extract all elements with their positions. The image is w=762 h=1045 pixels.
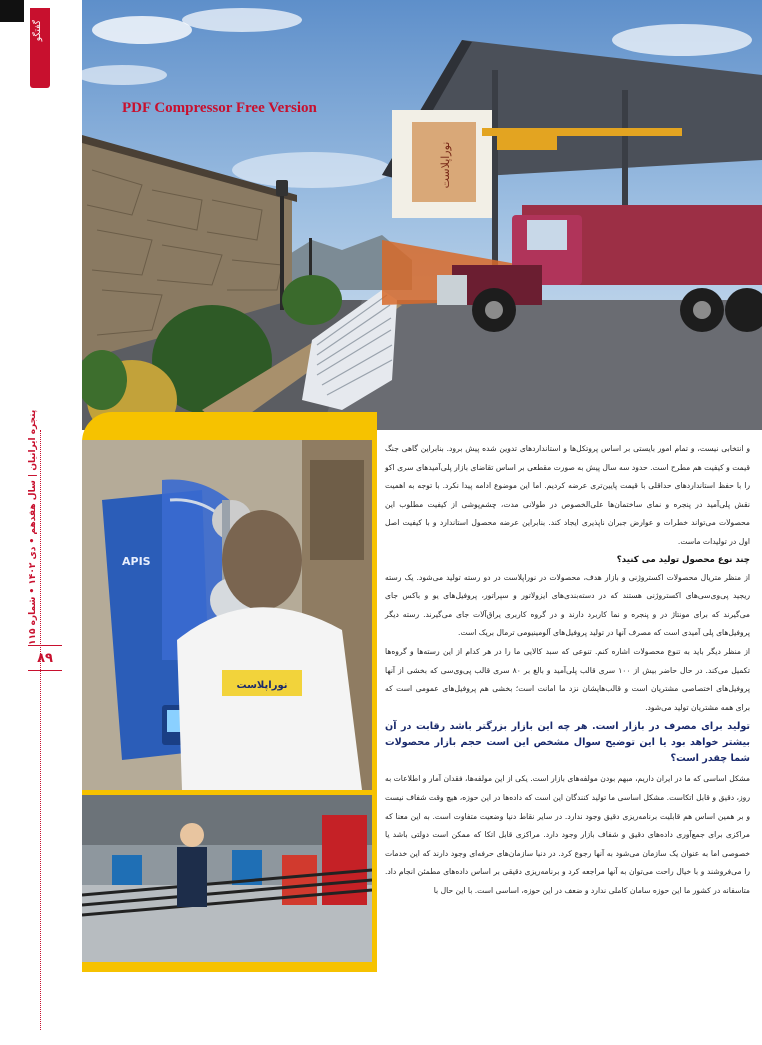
article-paragraph: از منظر متریال محصولات اکستروژنی و بازار هدف، محصولات در نوراپلاست در دو رسته تولید می‌شود. یک رسته ریجید پی‌وی‌سی‌های اکستروژنی هستند که در دسته‌بندی‌های ایزولاتور و سپراتور، پروفیل‌های یو و باکس جای می‌گیرند که برای مونتاژ در و پنجره و نما کاربرد دارند و در گروه کاربری یراق‌آلات جای می‌گیرند. رسته دیگر پروفیل‌های پلی آمیدی است که مصرف آنها در تولید پروفیل‌های آلومینیومی ترمال بریک است.: [385, 572, 750, 638]
article-paragraph: از منظر دیگر باید به تنوع محصولات اشاره کنم. تنوعی که سبد کالایی ما را در هر کدام از این رسته‌ها و گروه‌ها تکمیل می‌کند. در حال حاضر بیش از ۱۰۰ سری قالب پلی‌آمید و بالغ بر ۸۰ سری قالب پی‌وی‌سی که بخشی از آنها پروفیل‌های اختصاصی مشتریان است و قالب‌هایشان نزد ما امانت است؛ بخشی هم پروفیل‌های عمومی است که برای همه مشتریان تولید می‌شود.: [385, 646, 750, 712]
question-heading: چند نوع محصول تولید می کنید؟: [616, 554, 750, 565]
photo-impact-tester: [82, 440, 372, 790]
factory-illustration: [82, 795, 372, 962]
section-tab: [30, 8, 50, 88]
article-paragraph: و انتخابی نیست، و تمام امور بایستی بر اساس پروتکل‌ها و استانداردهای تدوین شده پیش برود. بنابراین گاهی جنگ قیمت و کیفیت هم مطرح است. حدود سه سال پیش به صورت مقطعی بر اساس تقاضای بازار پلی‌آمیدهای سری اکو را با حفظ استانداردهای حداقلی با قیمت پایین‌تری عرضه کردیم. اما این موضوع ادامه پیدا نکرد. با توجه به اهمیت نقش پلی‌آمید در پنجره و نمای ساختمان‌ها علی‌الخصوص در طولانی مدت، چشم‌پوشی از کیفیت مطلوب این محصولات می‌تواند خطرات و عوارض جبران ناپذیری ایجاد کند. بنابراین عرضه محصول استاندارد و با کیفیت اصل اول در تولیدات ماست.: [385, 444, 750, 546]
lab-illustration: [82, 440, 372, 790]
page-number: ۸۹: [28, 645, 62, 671]
article-paragraph: مشکل اساسی که ما در ایران داریم، مبهم بودن مولفه‌های بازار است. یکی از این مولفه‌ها، فقدان آمار و اطلاعات به روز، دقیق و قابل اتکاست. مشکل اساسی ما تولید کنندگان این است که داده‌ها در این حوزه، هیچ وقت شفاف نیست و بر همین اساس هم قابلیت برنامه‌ریزی دقیق وجود ندارد. در سایر نقاط دنیا وضعیت متفاوت است. به این معنا که مراکزی برای جمع‌آوری داده‌های دقیق و شفاف بازار وجود دارد. مراکزی قابل اتکا که ممکن است دولتی باشد یا خصوصی اما به عنوان یک سازمان می‌شود به آنها رجوع کرد. در دنیا سازمان‌های حرفه‌ای وجود دارند که این خدمات را می‌فروشند و با خیال راحت می‌توان به آنها مراجعه کرد و برنامه‌ریزی دقیقی بر اساس داده‌های مطمئن انجام داد. متاسفانه در کشور ما این حوزه سامان کاملی ندارد و ضعف در این حوزه، اساسی است. با این حال با: [385, 774, 750, 895]
pull-quote: تولید برای مصرف در بازار است. هر چه این بازار بزرگتر باشد رقابت در آن بیشتر خواهد بود یا این توضیح سوال مشخص این است حجم بازار محصولات شما چقدر است؟: [385, 721, 750, 765]
lab-machine-label: APIS: [122, 555, 151, 568]
lab-coat-logo: نوراپلاست: [236, 680, 288, 691]
hero-illustration: [82, 0, 762, 430]
corner-black-bar: [0, 0, 24, 22]
magazine-issue-line: پنجره ایرانیان | سال هفدهم • دی ۱۴۰۲ • شماره ۱۱۵: [28, 409, 38, 645]
watermark-text: PDF Compressor Free Version: [122, 100, 317, 116]
section-tab-label: گفتگو: [33, 20, 43, 42]
hero-sign-text: نوراپلاست: [439, 141, 452, 189]
hero-photo-factory-yard: [82, 0, 762, 430]
photo-extrusion-line: [82, 795, 372, 962]
article-body: [385, 440, 750, 980]
